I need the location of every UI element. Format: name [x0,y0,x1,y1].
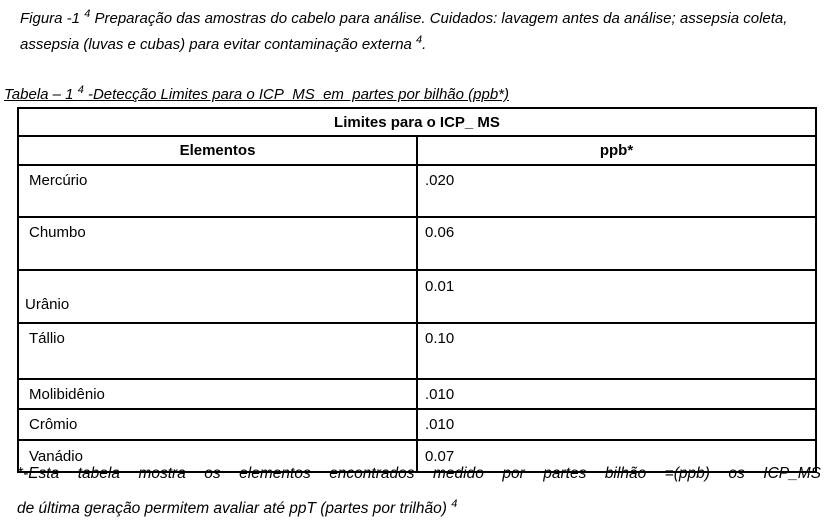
element-name: Urânio [18,270,417,323]
footnote-line-1: *-Esta tabela mostra os elementos encontrados medido por partes bilhão =(ppb) os ICP_MS [17,465,821,482]
element-ppb-value: 0.10 [417,323,816,379]
element-name: Tállio [18,323,417,379]
element-ppb-value: .020 [417,165,816,217]
table-row-uranio [18,270,816,323]
table-row-tallio [18,323,816,379]
figure-caption-superscript-2: 4 [416,34,423,46]
figure-caption-text-2: Preparação das amostras do cabelo para análise. Cuidados: lavagem antes da análise; assepsia coleta, assepsia (luvas e cubas) para evitar contaminação externa [20,10,792,53]
figure-caption [20,6,820,58]
element-ppb-value: .010 [417,409,816,440]
table-merged-header: Limites para o ICP_ MS [18,108,816,136]
element-ppb-value: 0.06 [417,217,816,270]
element-name: Vanádio [18,440,417,472]
figure-caption-superscript-1: 4 [84,8,91,20]
element-ppb-value: .010 [417,379,816,409]
element-ppb-value: 0.01 [417,270,816,323]
element-name: Mercúrio [18,165,417,217]
column-header-ppb: ppb* [417,136,816,165]
figure-caption-text-3: . [422,36,427,53]
table-merged-header-row [18,108,816,136]
table-footnote [17,456,821,526]
table-caption-superscript: 4 [77,84,84,96]
figure-caption-text-1: Figura -1 [20,10,85,27]
footnote-superscript: 4 [451,497,458,510]
table-row-mercurio [18,165,816,217]
element-name: Crômio [18,409,417,440]
table-row-molibidenio [18,379,816,409]
table-column-header-row [18,136,816,165]
footnote-line-2-text: de última geração permitem avaliar até ppT (partes por trilhão) [17,500,452,517]
table-caption-text-2: -Detecção Limites para o ICP_MS em partes por bilhão (ppb*) [83,86,510,103]
table-caption-text-1: Tabela – 1 [4,86,78,103]
table-row-chumbo [18,217,816,270]
element-name: Molibidênio [18,379,417,409]
element-ppb-value: 0.07 [417,440,816,472]
icp-ms-limits-table [17,107,817,473]
column-header-elementos: Elementos [18,136,417,165]
element-name: Chumbo [18,217,417,270]
table-row-cromio [18,409,816,440]
table-caption [4,86,509,103]
footnote-line-2 [17,491,821,526]
